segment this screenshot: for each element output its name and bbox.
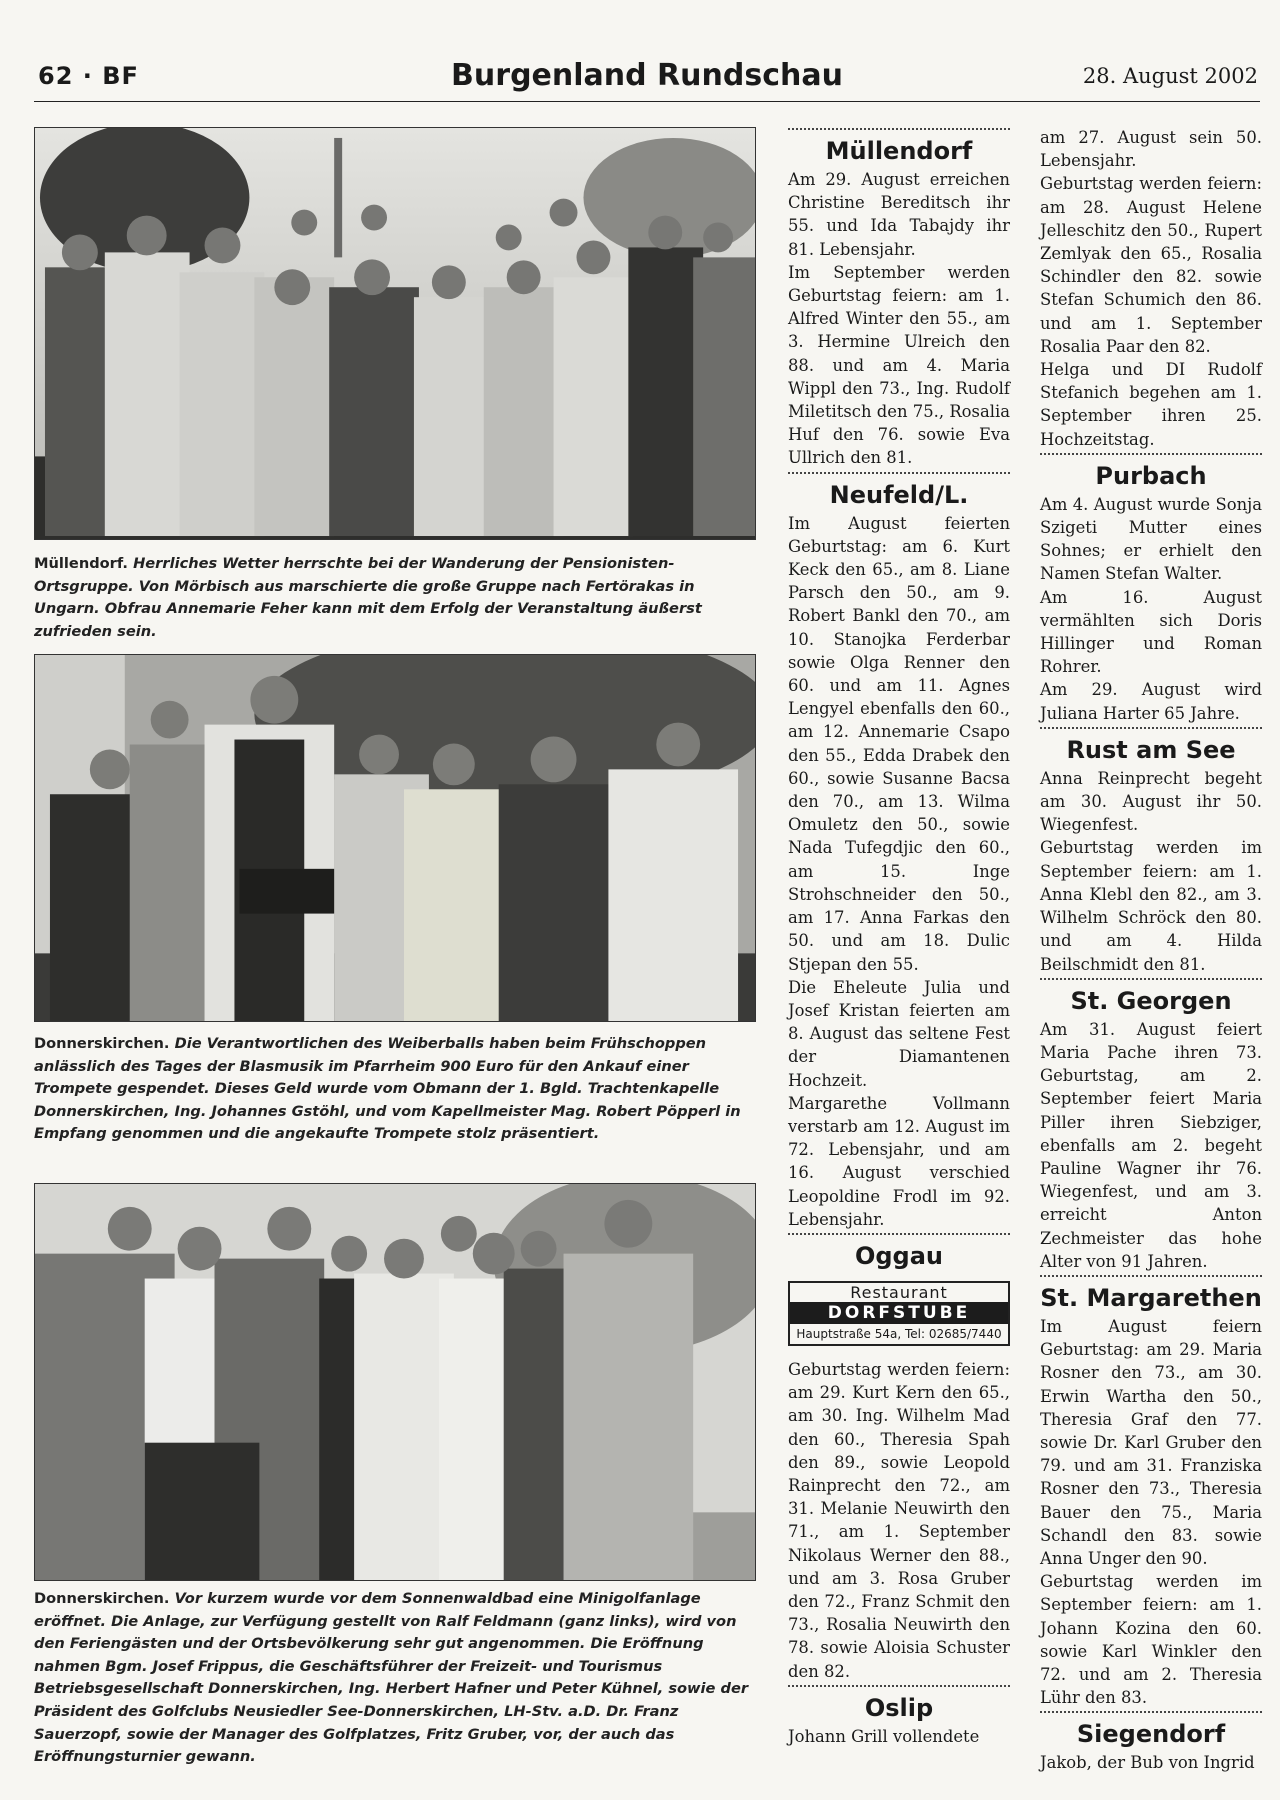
photo-donnerskirchen-minigolf — [34, 1183, 756, 1581]
caption-place: Donnerskirchen. — [34, 1590, 170, 1607]
dotted-divider — [1040, 978, 1262, 980]
section-heading-oggau: Oggau — [854, 1241, 944, 1270]
restaurant-advertisement — [788, 1281, 1010, 1346]
ad-restaurant-name: DORFSTUBE — [790, 1302, 1008, 1324]
section-heading-muellendorf: Müllendorf — [825, 137, 973, 165]
dotted-divider — [788, 128, 1010, 130]
paragraph: Am 31. August feiert Maria Pache ihren 73. Geburtstag, am 2. September feiert Maria Piller ihren Siebziger, ebenfalls am 2. begeht Pauline Wagner ihr 76. Wiegenfest, und am 3. erreicht Anton Zechmeister das hohe Alter von 91 Jahren. — [1040, 1019, 1262, 1271]
caption-donnerskirchen-trumpet — [34, 1033, 760, 1146]
paragraph: Johann Grill vollendete — [788, 1726, 980, 1746]
paragraph: Im August feierten Geburtstag: am 6. Kurt Keck den 65., am 8. Liane Parsch den 50., am 9. Robert Bankl den 70., am 10. Stanojka Ferderbar sowie Olga Renner den 60. und am 11. Agnes Lengyel ebenfalls den 60., am 12. Annemarie Csapo den 55., Edda Drabek den 60., sowie Susanne Bacsa den 70., am 13. Wilma Omuletz den 50., sowie Nada Tufegdjic den 60., am 15. Inge Strohschneider den 50., am 17. Anna Farkas den 50. und am 18. Dulic Stjepan den 55. — [788, 513, 1010, 974]
paragraph: Anna Reinprecht begeht am 30. August ihr 50. Wiegenfest. — [1040, 768, 1262, 835]
dotted-divider — [788, 472, 1010, 474]
caption-text: Herrliches Wetter herrschte bei der Wanderung der Pensionisten-Ortsgruppe. Von Mörbisch aus marschierte die große Gruppe nach Fertörakas in Ungarn. Obfrau Annemarie Feher kann mit dem Erfolg der Veranstaltung äußerst zufrieden sein. — [34, 555, 702, 640]
section-heading-st-georgen: St. Georgen — [1070, 986, 1232, 1015]
section-heading-purbach: Purbach — [1095, 461, 1207, 490]
dotted-divider — [788, 1685, 1010, 1687]
photo-donnerskirchen-trumpet — [34, 654, 756, 1022]
dotted-divider — [1040, 453, 1262, 455]
section-heading-rust: Rust am See — [1066, 735, 1236, 764]
paragraph: Geburtstag werden im September feiern: am 1. Anna Klebl den 82., am 3. Wilhelm Schröck den 80. und am 4. Hilda Beilschmidt den 81. — [1040, 838, 1262, 974]
photo-muellendorf-hiking-group — [34, 127, 756, 540]
paragraph: Geburtstag werden feiern: am 28. August Helene Jelleschitz den 50., Rupert Zemlyak den 65., Rosalia Schindler den 82. sowie Stefan Schumich den 86. und am 1. September Rosalia Paar den 82. — [1040, 174, 1262, 356]
caption-place: Müllendorf. — [34, 555, 128, 572]
paragraph: Jakob, der Bub von Ingrid — [1040, 1753, 1255, 1773]
section-heading-oslip: Oslip — [864, 1693, 934, 1722]
paragraph: Die Eheleute Julia und Josef Kristan feierten am 8. August das seltene Fest der Diamantenen Hochzeit. — [788, 977, 1010, 1090]
issue-date: 28. August 2002 — [1082, 64, 1258, 88]
text-column-b — [1040, 126, 1262, 1775]
paragraph: Geburtstag werden im September feiern: am 1. Johann Kozina den 60. sowie Karl Winkler den 72. und am 2. Theresia Lühr den 83. — [1040, 1572, 1262, 1708]
caption-text: Die Verantwortlichen des Weiberballs haben beim Frühschoppen anlässlich des Tages der Blasmusik im Pfarrheim 900 Euro für den Ankauf einer Trompete gespendet. Dieses Geld wurde vom Obmann der 1. Bgld. Trachtenkapelle Donnerskirchen, Ing. Johannes Gstöhl, und vom Kapellmeister Mag. Robert Pöpperl in Empfang genommen und die angekaufte Trompete stolz präsentiert. — [34, 1035, 741, 1143]
paragraph: Helga und DI Rudolf Stefanich begehen am 1. September ihren 25. Hochzeitstag. — [1040, 360, 1262, 449]
paragraph: am 27. August sein 50. Lebensjahr. — [1040, 128, 1262, 171]
page-number: 62 · BF — [38, 62, 139, 90]
paragraph: Am 4. August wurde Sonja Szigeti Mutter eines Sohnes; er erhielt den Namen Stefan Walter. — [1040, 494, 1262, 584]
page-header — [34, 58, 1260, 102]
ad-line: Restaurant — [850, 1282, 948, 1302]
dotted-divider — [1040, 727, 1262, 729]
caption-donnerskirchen-minigolf — [34, 1588, 760, 1769]
paragraph: Am 16. August vermählten sich Doris Hillinger und Roman Rohrer. — [1040, 587, 1262, 677]
text-column-a — [788, 126, 1010, 1748]
dotted-divider — [1040, 1711, 1262, 1713]
section-heading-neufeld: Neufeld/L. — [829, 480, 969, 509]
newspaper-title: Burgenland Rundschau — [451, 58, 843, 93]
paragraph: Geburtstag werden feiern: am 29. Kurt Kern den 65., am 30. Ing. Wilhelm Mad den 60., Theresia Spah den 89., sowie Leopold Rainprecht den 72., am 31. Melanie Neuwirth den 71., am 1. September Nikolaus Werner den 88., und am 3. Rosa Gruber den 72., Franz Schmit den 73., Rosalia Neuwirth den 78. sowie Aloisia Schuster den 82. — [788, 1359, 1010, 1681]
caption-place: Donnerskirchen. — [34, 1035, 170, 1052]
paragraph: Am 29. August wird Juliana Harter 65 Jahre. — [1040, 680, 1262, 723]
paragraph: Am 29. August erreichen Christine Bereditsch ihr 55. und Ida Tabajdy ihr 81. Lebensjahr. — [788, 170, 1010, 259]
ad-address: Hauptstraße 54a, Tel: 02685/7440 — [796, 1326, 1002, 1341]
section-heading-siegendorf: Siegendorf — [1076, 1720, 1226, 1749]
dotted-divider — [788, 1233, 1010, 1235]
caption-muellendorf — [34, 553, 760, 643]
section-heading-st-margarethen: St. Margarethen — [1040, 1283, 1262, 1312]
dotted-divider — [1040, 1275, 1262, 1277]
paragraph: Im August feiern Geburtstag: am 29. Maria Rosner den 73., am 30. Erwin Wartha den 50., Theresia Graf den 77. sowie Dr. Karl Gruber den 79. und am 31. Franziska Rosner den 73., Theresia Bauer den 75., Maria Schandl den 83. sowie Anna Unger den 90. — [1040, 1316, 1262, 1568]
paragraph: Margarethe Vollmann verstarb am 12. August im 72. Lebensjahr, und am 16. August verschied Leopoldine Frodl im 92. Lebensjahr. — [788, 1093, 1010, 1229]
paragraph: Im September werden Geburtstag feiern: am 1. Alfred Winter den 55., am 3. Hermine Ulreich den 88. und am 4. Maria Wippl den 73., Ing. Rudolf Miletitsch den 75., Rosalia Huf den 76. sowie Eva Ullrich den 81. — [788, 262, 1010, 468]
caption-text: Vor kurzem wurde vor dem Sonnenwaldbad eine Minigolfanlage eröffnet. Die Anlage, zur Verfügung gestellt von Ralf Feldmann (ganz links), wird von den Feriengästen und der Ortsbevölkerung sehr gut angenommen. Die Eröffnung nahmen Bgm. Josef Frippus, die Geschäftsführer der Freizeit- und Tourismus Betriebsgesellschaft Donnerskirchen, Ing. Herbert Hafner und Peter Kühnel, sowie der Präsident des Golfclubs Neusiedler See-Donnerskirchen, LH-Stv. a.D. Dr. Franz Sauerzopf, sowie der Manager des Golfplatzes, Fritz Gruber, vor, der auch das Eröffnungsturnier gewann. — [34, 1590, 749, 1766]
